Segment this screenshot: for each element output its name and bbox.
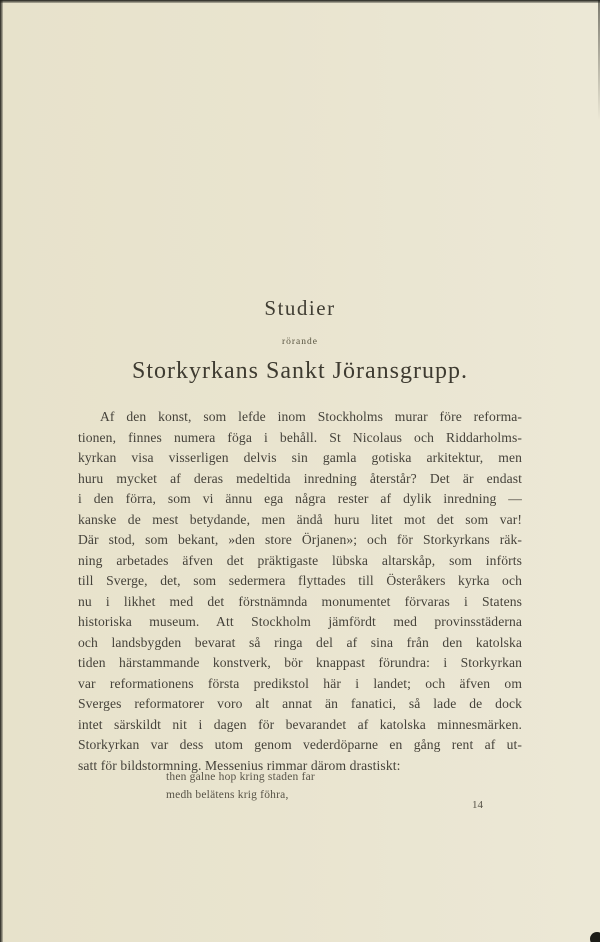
body-line: till Sverge, det, som sedermera flyttades till Österåkers kyrka och — [78, 573, 522, 588]
page-title: Studier — [264, 296, 336, 320]
body-line: var reformationens första predikstol här i landet; och äfven om — [78, 675, 522, 691]
scan-edge-left — [0, 0, 3, 942]
body-line: och landsbygden bevarat så ringa del af sina från den katolska — [78, 634, 522, 650]
verse-block — [166, 769, 315, 804]
body-line: kyrkan visa visserligen delvis sin gamla gotiska arkitektur, men — [78, 450, 522, 465]
body-paragraph — [78, 407, 522, 776]
body-line: historiska museum. Att Stockholm jämfördt med provinsstäderna — [78, 614, 522, 629]
body-line: ning arbetades äfven det präktigaste lübska altarskåp, som införts — [78, 552, 522, 568]
body-line: huru mycket af deras medeltida inredning återstår? Det är endast — [78, 470, 522, 486]
scan-corner-spot — [590, 932, 600, 942]
body-line: kanske de mest betydande, men ändå huru litet mot det som var! — [78, 511, 522, 527]
scan-edge-top — [0, 0, 600, 3]
body-line: i den förra, som vi ännu ega några rester af dylik inredning — — [78, 491, 522, 506]
body-line: nu i likhet med det förstnämnda monumentet förvaras i Statens — [78, 593, 522, 609]
body-line: Storkyrkan var dess utom genom vederdöparne en gång rent af ut- — [78, 737, 522, 752]
body-line: tionen, finnes numera föga i behåll. St Nicolaus och Riddarholms- — [78, 429, 522, 445]
section-heading: Storkyrkans Sankt Jöransgrupp. — [132, 358, 468, 384]
body-line: Af den konst, som lefde inom Stockholms murar före reforma- — [100, 409, 522, 424]
body-line: intet särskildt nit i dagen för bevarandet af katolska minnesmärken. — [78, 716, 522, 732]
verse-line: then galne hop kring staden far — [166, 771, 315, 783]
page-number: 14 — [472, 799, 483, 811]
verse-line: medh belätens krig föhra, — [166, 788, 289, 801]
body-line: Där stod, som bekant, »den store Örjanen»; och för Storkyrkans räk- — [78, 532, 522, 547]
page-subtitle: rörande — [281, 337, 318, 347]
body-line: Sverges reformatorer voro alt annat än fanatici, så lade de dock — [78, 696, 522, 711]
body-line: satt för bildstormning. Messenius rimmar därom drastiskt: — [78, 757, 401, 773]
body-line: tiden härstammande konstverk, bör knappast förundra: i Storkyrkan — [78, 655, 522, 670]
